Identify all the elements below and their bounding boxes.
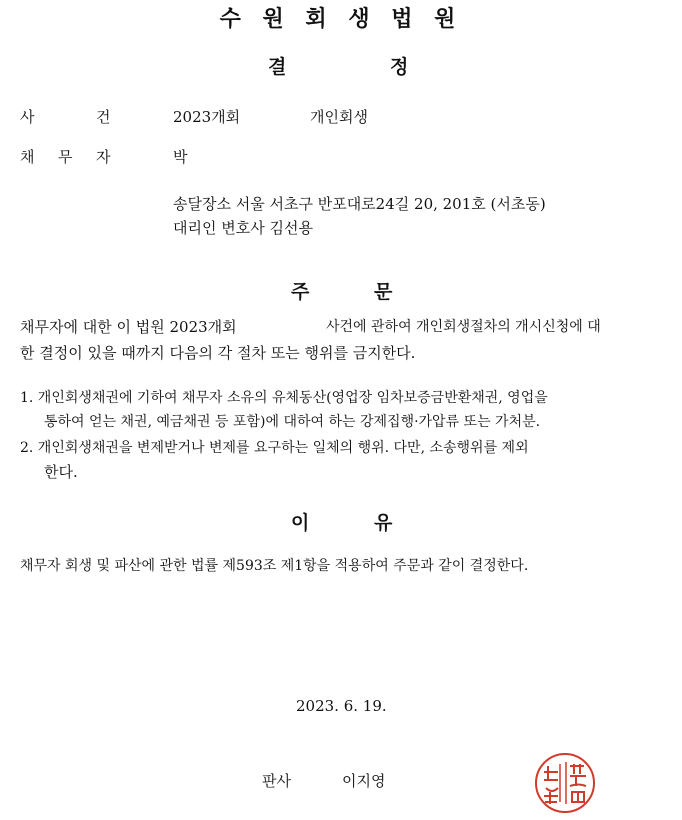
doc-title-left: 결 [268, 56, 287, 78]
order-heading-left: 주 [291, 281, 310, 303]
order-item-2-line1: 2. 개인회생채권을 변제받거나 변제를 요구하는 일체의 행위. 다만, 소송행위를 제외 [20, 440, 529, 456]
reason-heading-left: 이 [291, 512, 310, 534]
debtor-label-3: 자 [96, 148, 111, 166]
debtor-label-1: 채 [20, 148, 35, 166]
order-item-2-line2: 한다. [44, 463, 78, 481]
case-type: 개인회생 [310, 108, 368, 126]
decision-date: 2023. 6. 19. [296, 697, 387, 715]
judge-name: 이지영 [342, 772, 386, 790]
case-label-2: 건 [96, 108, 111, 126]
reason-text: 채무자 회생 및 파산에 관한 법률 제593조 제1항을 적용하여 주문과 같이 결정한다. [20, 558, 529, 574]
case-label-1: 사 [20, 108, 35, 126]
doc-title-right: 정 [390, 56, 409, 78]
court-name: 수 원 회 생 법 원 [219, 7, 463, 32]
judge-seal-stamp [530, 752, 600, 814]
order-item-1-line1: 1. 개인회생채권에 기하여 채무자 소유의 유체동산(영업장 임차보증금반환채권, 영업을 [20, 390, 548, 406]
debtor-agent: 대리인 변호사 김선용 [173, 219, 313, 237]
order-para-line2: 한 결정이 있을 때까지 다음의 각 절차 또는 행위를 금지한다. [20, 344, 416, 362]
order-item-1-line2: 통하여 얻는 채권, 예금채권 등 포함)에 대하여 하는 강제집행·가압류 또는 가처분. [44, 414, 541, 430]
debtor-name: 박 [173, 148, 188, 166]
case-number: 2023개회 [173, 108, 241, 126]
debtor-label-2: 무 [58, 148, 73, 166]
reason-heading-right: 유 [374, 512, 393, 534]
judge-title: 판사 [262, 772, 291, 790]
order-para-line1-a: 채무자에 대한 이 법원 2023개회 [20, 318, 237, 336]
service-address: 송달장소 서울 서초구 반포대로24길 20, 201호 (서초동) [173, 195, 546, 213]
order-heading-right: 문 [374, 281, 393, 303]
order-para-line1-b: 사건에 관하여 개인회생절차의 개시신청에 대 [326, 319, 601, 335]
